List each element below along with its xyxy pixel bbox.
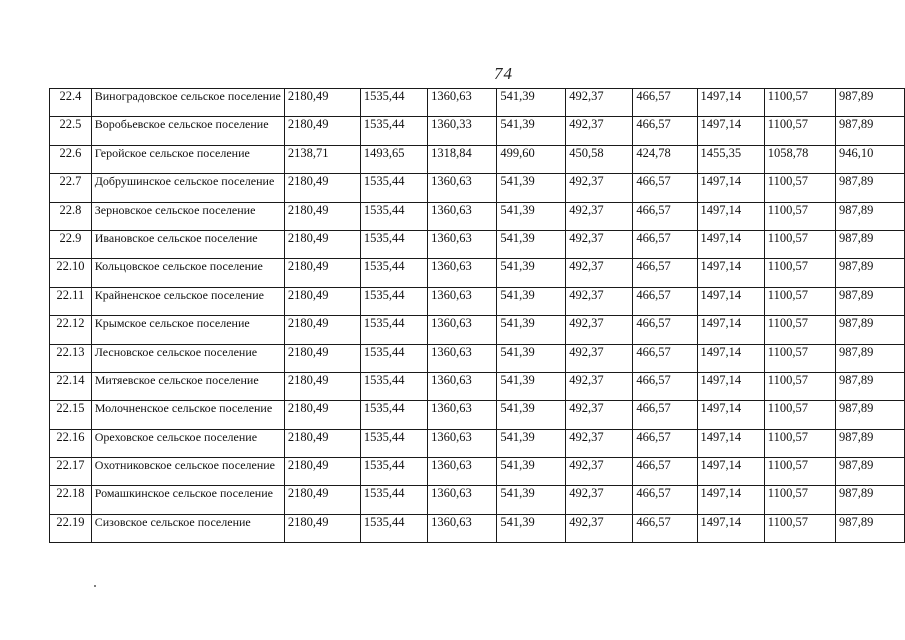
value-cell: 492,37: [566, 401, 633, 429]
value-cell: 492,37: [566, 259, 633, 287]
value-cell: 1360,63: [428, 202, 497, 230]
table-row: [50, 372, 905, 400]
value-cell: 492,37: [566, 486, 633, 514]
value-cell: 492,37: [566, 458, 633, 486]
value-cell: 1497,14: [697, 117, 764, 145]
value-cell: 1497,14: [697, 514, 764, 542]
table-row: [50, 344, 905, 372]
table-row: [50, 316, 905, 344]
value-cell: 466,57: [633, 202, 697, 230]
value-cell: 1535,44: [360, 174, 427, 202]
value-cell: 541,39: [497, 372, 566, 400]
row-number: 22.8: [50, 202, 92, 230]
row-number: 22.17: [50, 458, 92, 486]
settlement-name: Молочненское сельское поселение: [91, 401, 284, 429]
value-cell: 541,39: [497, 230, 566, 258]
value-cell: 2180,49: [284, 259, 360, 287]
row-number: 22.16: [50, 429, 92, 457]
value-cell: 987,89: [835, 202, 904, 230]
value-cell: 987,89: [835, 458, 904, 486]
value-cell: 1497,14: [697, 429, 764, 457]
value-cell: 1497,14: [697, 230, 764, 258]
value-cell: 946,10: [835, 145, 904, 173]
value-cell: 1497,14: [697, 344, 764, 372]
value-cell: 1535,44: [360, 117, 427, 145]
value-cell: 987,89: [835, 89, 904, 117]
value-cell: 2180,49: [284, 458, 360, 486]
value-cell: 424,78: [633, 145, 697, 173]
table-row: [50, 486, 905, 514]
value-cell: 466,57: [633, 117, 697, 145]
value-cell: 2180,49: [284, 89, 360, 117]
value-cell: 499,60: [497, 145, 566, 173]
settlement-name: Ореховское сельское поселение: [91, 429, 284, 457]
value-cell: 541,39: [497, 117, 566, 145]
row-number: 22.14: [50, 372, 92, 400]
settlement-name: Крымское сельское поселение: [91, 316, 284, 344]
value-cell: 1360,63: [428, 458, 497, 486]
value-cell: 1360,63: [428, 429, 497, 457]
value-cell: 1100,57: [764, 117, 835, 145]
value-cell: 1535,44: [360, 202, 427, 230]
value-cell: 492,37: [566, 372, 633, 400]
settlement-name: Кольцовское сельское поселение: [91, 259, 284, 287]
value-cell: 2180,49: [284, 429, 360, 457]
value-cell: 1100,57: [764, 89, 835, 117]
value-cell: 1058,78: [764, 145, 835, 173]
row-number: 22.7: [50, 174, 92, 202]
value-cell: 1535,44: [360, 486, 427, 514]
value-cell: 466,57: [633, 230, 697, 258]
settlement-name: Крайненское сельское поселение: [91, 287, 284, 315]
value-cell: 492,37: [566, 287, 633, 315]
value-cell: 466,57: [633, 458, 697, 486]
value-cell: 1535,44: [360, 89, 427, 117]
value-cell: 1100,57: [764, 458, 835, 486]
value-cell: 1100,57: [764, 230, 835, 258]
value-cell: 466,57: [633, 401, 697, 429]
table-body: [50, 89, 905, 543]
value-cell: 2180,49: [284, 287, 360, 315]
value-cell: 1535,44: [360, 401, 427, 429]
row-number: 22.11: [50, 287, 92, 315]
value-cell: 492,37: [566, 89, 633, 117]
value-cell: 1360,63: [428, 230, 497, 258]
value-cell: 1100,57: [764, 514, 835, 542]
value-cell: 466,57: [633, 89, 697, 117]
value-cell: 1360,63: [428, 316, 497, 344]
value-cell: 1497,14: [697, 486, 764, 514]
table-row: [50, 117, 905, 145]
value-cell: 987,89: [835, 514, 904, 542]
table-row: [50, 458, 905, 486]
value-cell: 466,57: [633, 344, 697, 372]
value-cell: 2180,49: [284, 514, 360, 542]
value-cell: 541,39: [497, 89, 566, 117]
tariff-table: [49, 88, 905, 543]
value-cell: 466,57: [633, 486, 697, 514]
value-cell: 492,37: [566, 344, 633, 372]
settlement-name: Лесновское сельское поселение: [91, 344, 284, 372]
value-cell: 1497,14: [697, 287, 764, 315]
value-cell: 1497,14: [697, 259, 764, 287]
value-cell: 541,39: [497, 429, 566, 457]
row-number: 22.4: [50, 89, 92, 117]
value-cell: 450,58: [566, 145, 633, 173]
value-cell: 541,39: [497, 344, 566, 372]
value-cell: 1100,57: [764, 429, 835, 457]
row-number: 22.12: [50, 316, 92, 344]
value-cell: 466,57: [633, 429, 697, 457]
value-cell: 466,57: [633, 316, 697, 344]
settlement-name: Зерновское сельское поселение: [91, 202, 284, 230]
value-cell: 987,89: [835, 429, 904, 457]
value-cell: 1497,14: [697, 372, 764, 400]
table-row: [50, 202, 905, 230]
value-cell: 1360,63: [428, 287, 497, 315]
table-row: [50, 174, 905, 202]
value-cell: 1497,14: [697, 202, 764, 230]
value-cell: 1100,57: [764, 259, 835, 287]
value-cell: 2180,49: [284, 174, 360, 202]
value-cell: 1455,35: [697, 145, 764, 173]
value-cell: 1535,44: [360, 287, 427, 315]
value-cell: 2180,49: [284, 344, 360, 372]
page-number: 74: [494, 64, 513, 83]
value-cell: 2180,49: [284, 486, 360, 514]
value-cell: 541,39: [497, 458, 566, 486]
value-cell: 1535,44: [360, 230, 427, 258]
value-cell: 1360,63: [428, 89, 497, 117]
table-row: [50, 259, 905, 287]
value-cell: 1535,44: [360, 372, 427, 400]
value-cell: 1497,14: [697, 316, 764, 344]
value-cell: 987,89: [835, 287, 904, 315]
value-cell: 1360,63: [428, 372, 497, 400]
value-cell: 1100,57: [764, 344, 835, 372]
value-cell: 492,37: [566, 429, 633, 457]
value-cell: 1360,63: [428, 344, 497, 372]
value-cell: 466,57: [633, 514, 697, 542]
value-cell: 1360,63: [428, 486, 497, 514]
value-cell: 1100,57: [764, 287, 835, 315]
value-cell: 1100,57: [764, 486, 835, 514]
value-cell: 1535,44: [360, 429, 427, 457]
value-cell: 987,89: [835, 174, 904, 202]
value-cell: 466,57: [633, 259, 697, 287]
value-cell: 2138,71: [284, 145, 360, 173]
value-cell: 1493,65: [360, 145, 427, 173]
value-cell: 492,37: [566, 316, 633, 344]
value-cell: 541,39: [497, 174, 566, 202]
value-cell: 466,57: [633, 287, 697, 315]
table-row: [50, 401, 905, 429]
value-cell: 541,39: [497, 202, 566, 230]
settlement-name: Геройское сельское поселение: [91, 145, 284, 173]
value-cell: 492,37: [566, 174, 633, 202]
value-cell: 1360,33: [428, 117, 497, 145]
value-cell: 541,39: [497, 316, 566, 344]
value-cell: 2180,49: [284, 117, 360, 145]
table-row: [50, 287, 905, 315]
value-cell: 1100,57: [764, 401, 835, 429]
value-cell: 1100,57: [764, 174, 835, 202]
value-cell: 1100,57: [764, 316, 835, 344]
value-cell: 541,39: [497, 259, 566, 287]
stray-mark: [94, 585, 96, 587]
value-cell: 2180,49: [284, 230, 360, 258]
settlement-name: Виноградовское сельское поселение: [91, 89, 284, 117]
value-cell: 1360,63: [428, 401, 497, 429]
value-cell: 987,89: [835, 259, 904, 287]
settlement-name: Сизовское сельское поселение: [91, 514, 284, 542]
value-cell: 987,89: [835, 372, 904, 400]
settlement-name: Воробьевское сельское поселение: [91, 117, 284, 145]
value-cell: 1318,84: [428, 145, 497, 173]
value-cell: 2180,49: [284, 401, 360, 429]
value-cell: 2180,49: [284, 372, 360, 400]
value-cell: 492,37: [566, 230, 633, 258]
value-cell: 1497,14: [697, 174, 764, 202]
table-row: [50, 230, 905, 258]
table-row: [50, 429, 905, 457]
value-cell: 1497,14: [697, 458, 764, 486]
row-number: 22.15: [50, 401, 92, 429]
value-cell: 987,89: [835, 316, 904, 344]
value-cell: 1535,44: [360, 458, 427, 486]
row-number: 22.5: [50, 117, 92, 145]
row-number: 22.18: [50, 486, 92, 514]
value-cell: 541,39: [497, 486, 566, 514]
value-cell: 492,37: [566, 117, 633, 145]
value-cell: 1535,44: [360, 514, 427, 542]
value-cell: 2180,49: [284, 316, 360, 344]
value-cell: 492,37: [566, 202, 633, 230]
row-number: 22.10: [50, 259, 92, 287]
row-number: 22.19: [50, 514, 92, 542]
value-cell: 1535,44: [360, 316, 427, 344]
value-cell: 1535,44: [360, 344, 427, 372]
table-row: [50, 89, 905, 117]
row-number: 22.6: [50, 145, 92, 173]
value-cell: 492,37: [566, 514, 633, 542]
value-cell: 987,89: [835, 401, 904, 429]
value-cell: 1535,44: [360, 259, 427, 287]
value-cell: 541,39: [497, 401, 566, 429]
value-cell: 987,89: [835, 230, 904, 258]
value-cell: 1360,63: [428, 514, 497, 542]
value-cell: 1497,14: [697, 89, 764, 117]
value-cell: 1100,57: [764, 202, 835, 230]
value-cell: 1360,63: [428, 259, 497, 287]
row-number: 22.13: [50, 344, 92, 372]
value-cell: 1360,63: [428, 174, 497, 202]
value-cell: 987,89: [835, 344, 904, 372]
value-cell: 541,39: [497, 514, 566, 542]
value-cell: 541,39: [497, 287, 566, 315]
value-cell: 466,57: [633, 174, 697, 202]
settlement-name: Митяевское сельское поселение: [91, 372, 284, 400]
settlement-name: Добрушинское сельское поселение: [91, 174, 284, 202]
value-cell: 987,89: [835, 117, 904, 145]
settlement-name: Ромашкинское сельское поселение: [91, 486, 284, 514]
settlement-name: Ивановское сельское поселение: [91, 230, 284, 258]
value-cell: 987,89: [835, 486, 904, 514]
value-cell: 1497,14: [697, 401, 764, 429]
row-number: 22.9: [50, 230, 92, 258]
table-row: [50, 514, 905, 542]
value-cell: 2180,49: [284, 202, 360, 230]
value-cell: 1100,57: [764, 372, 835, 400]
settlement-name: Охотниковское сельское поселение: [91, 458, 284, 486]
value-cell: 466,57: [633, 372, 697, 400]
table-row: [50, 145, 905, 173]
